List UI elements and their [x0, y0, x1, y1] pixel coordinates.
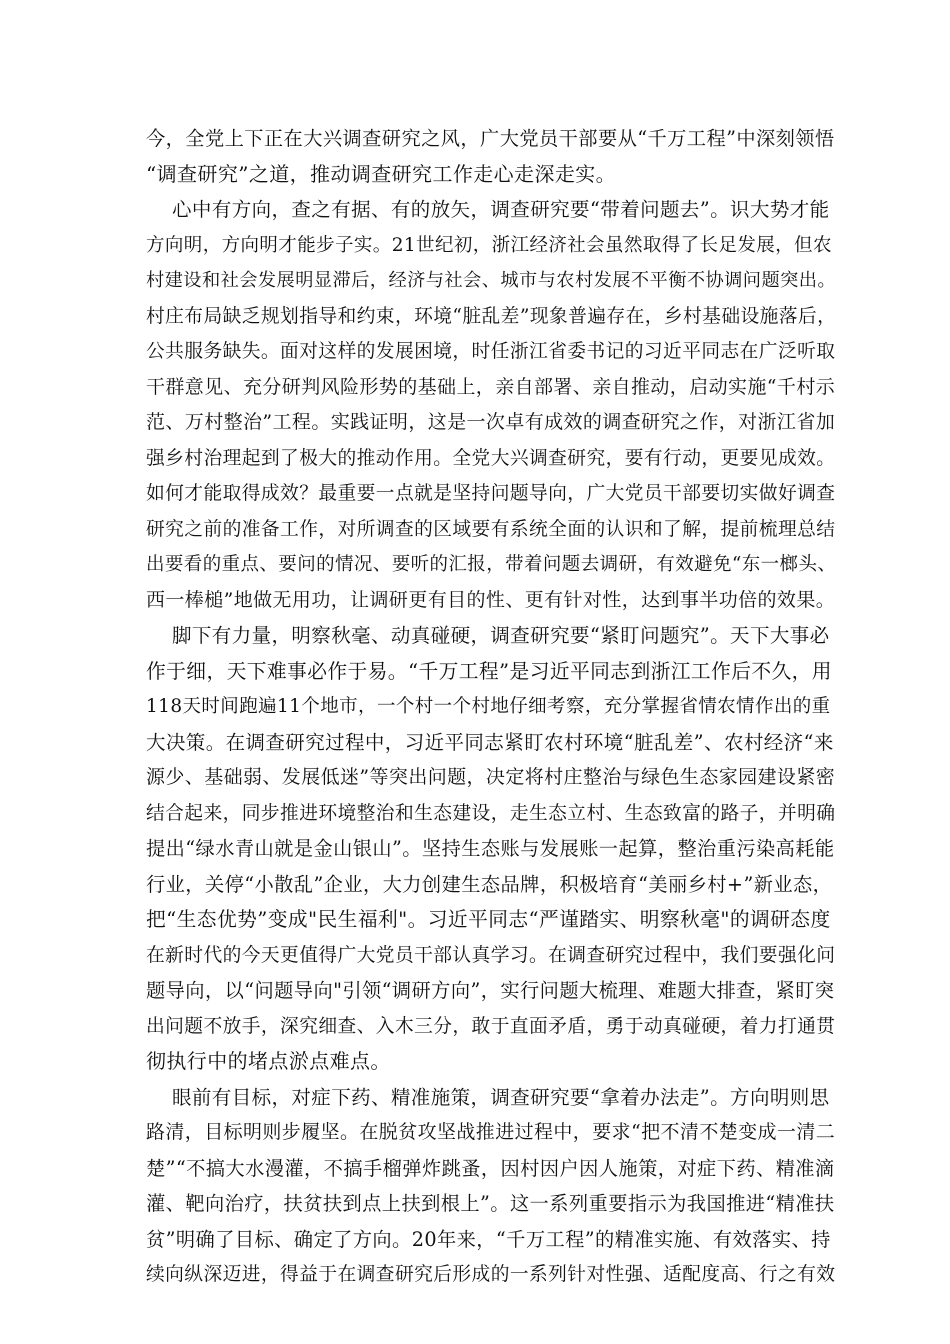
text-line: 题导向，以“问题导向"引领“调研方向”，实行问题大梳理、难题大排查，紧盯突	[146, 979, 835, 1002]
text-line: 楚”“不搞大水漫灌，不搞手榴弹炸跳蚤，因村因户因人施策，对症下药、精准滴	[146, 1156, 835, 1180]
text-line: 大决策。在调查研究过程中，习近平同志紧盯农村环境“脏乱差”、农村经济“来	[146, 730, 834, 754]
text-line: 出问题不放手，深究细查、入木三分，敢于直面矛盾，勇于动真碰硬，着力打通贯	[146, 1015, 836, 1037]
text-line: 强乡村治理起到了极大的推动作用。全党大兴调查研究，要有行动，更要见成效。	[146, 447, 836, 469]
text-line: 灌、靶向治疗，扶贫扶到点上扶到根上”。这一系列重要指示为我国推进“精准扶	[146, 1192, 835, 1215]
paragraph-first-line: 心中有方向，查之有据、有的放矢，调查研究要“带着问题去”。识大势才能	[172, 198, 830, 221]
text-line: 公共服务缺失。面对这样的发展困境，时任浙江省委书记的习近平同志在广泛听取	[146, 341, 836, 362]
paragraph-first-line: 眼前有目标，对症下药、精准施策，调查研究要“拿着办法走”。方向明则思	[172, 1085, 830, 1109]
text-line: 方向明，方向明才能步子实。21世纪初，浙江经济社会虽然取得了长足发展，但农	[146, 234, 832, 256]
article-body	[146, 121, 836, 1293]
text-line: “调查研究”之道，推动调查研究工作走心走深走实。	[146, 161, 617, 186]
text-line: 在新时代的今天更值得广大党员干部认真学习。在调查研究过程中，我们要强化问	[146, 944, 836, 966]
text-line: 贫”明确了目标、确定了方向。20年来，“千万工程”的精准实施、有效落实、持	[146, 1227, 831, 1251]
text-line: 干群意见、充分研判风险形势的基础上，亲自部署、亲自推动，启动实施“千村示	[146, 375, 836, 398]
text-line: 村建设和社会发展明显滞后，经济与社会、城市与农村发展不平衡不协调问题突出。	[146, 270, 836, 291]
text-line: 路清，目标明则步履坚。在脱贫攻坚战推进过程中，要求“把不清不楚变成一清二	[146, 1121, 836, 1143]
text-line: 村庄布局缺乏规划指导和约束，环境“脏乱差”现象普遍存在，乡村基础设施落后，	[146, 305, 836, 327]
text-line: 今，全党上下正在大兴调查研究之风，广大党员干部要从“千万工程”中深刻领悟	[146, 127, 835, 150]
text-line: 提出“绿水青山就是金山银山”。坚持生态账与发展账一起算，整治重污染高耗能	[146, 837, 835, 860]
text-line: 续向纵深迈进，得益于在调查研究后形成的一系列针对性强、适配度高、行之有效	[146, 1264, 836, 1285]
text-line: 源少、基础弱、发展低迷”等突出问题，决定将村庄整治与绿色生态家园建设紧密	[146, 766, 836, 788]
text-line: 如何才能取得成效？最重要一点就是坚持问题导向，广大党员干部要切实做好调查	[146, 483, 836, 504]
text-line: 范、万村整治”工程。实践证明，这是一次卓有成效的调查研究之作，对浙江省加	[146, 411, 836, 433]
text-line: 结合起来，同步推进环境整治和生态建设，走生态立村、生态致富的路子，并明确	[146, 802, 836, 824]
text-line: 作于细，天下难事必作于易。“千万工程”是习近平同志到浙江工作后不久，用	[146, 659, 832, 683]
text-line: 118天时间跑遍11个地市，一个村一个村地仔细考察，充分掌握省情农情作出的重	[146, 696, 831, 717]
text-line: 行业，关停“小散乱”企业，大力创建生态品牌，积极培育“美丽乡村+”新业态，	[146, 872, 833, 896]
text-line: 研究之前的准备工作，对所调查的区域要有系统全面的认识和了解，提前梳理总结	[146, 518, 836, 540]
paragraph-first-line: 脚下有力量，明察秋毫、动真碰硬，调查研究要“紧盯问题究”。天下大事必	[172, 624, 830, 647]
text-line: 把“生态优势”变成"民生福利"。习近平同志“严谨踏实、明察秋毫"的调研态度	[146, 908, 831, 931]
text-line: 西一棒槌”地做无用功，让调研更有目的性、更有针对性，达到事半功倍的效果。	[146, 588, 836, 611]
text-line: 彻执行中的堵点淤点难点。	[146, 1049, 391, 1073]
text-line: 出要看的重点、要问的情况、要听的汇报，带着问题去调研，有效避免“东一榔头、	[146, 554, 836, 575]
